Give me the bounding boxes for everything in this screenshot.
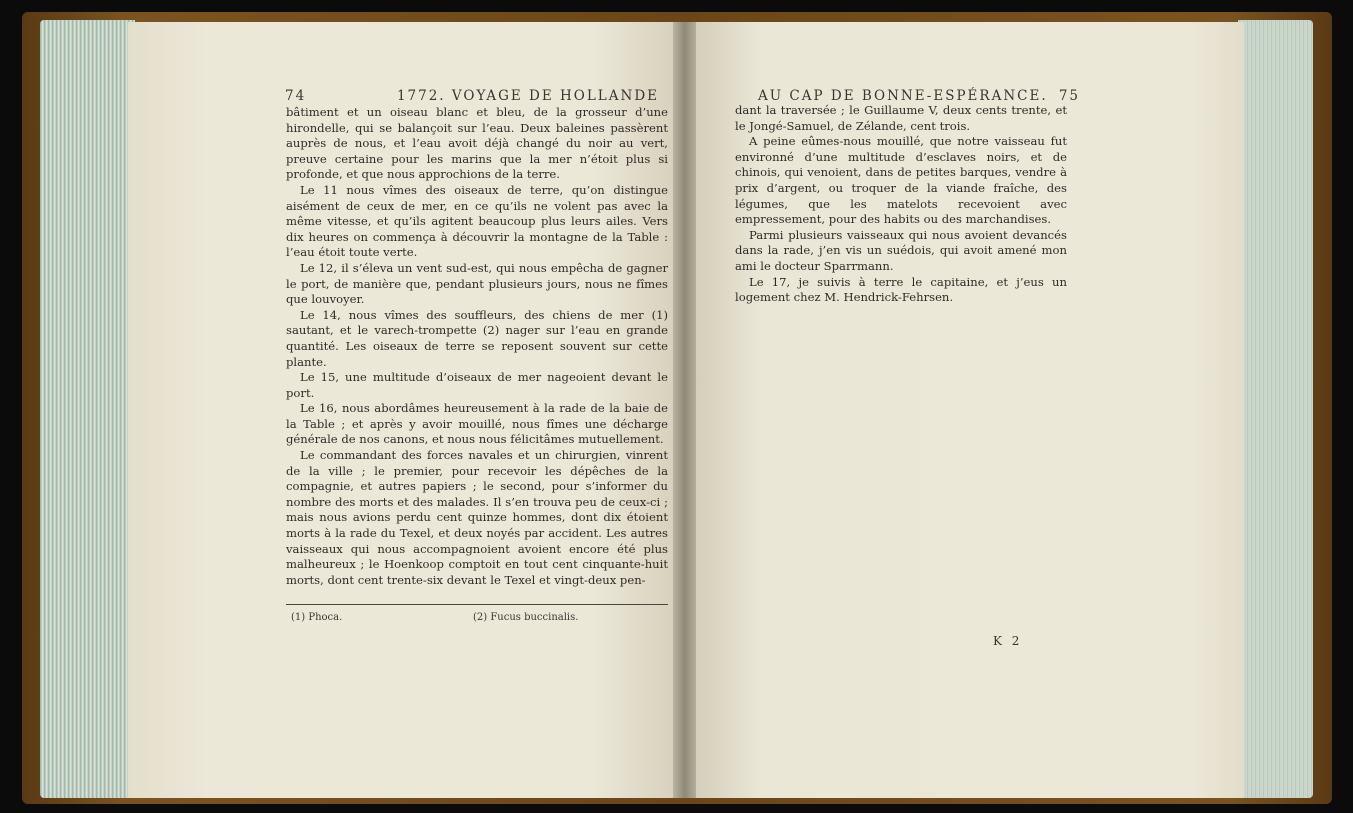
- right-page-body: [735, 103, 1067, 306]
- left-paragraph: bâtiment et un oiseau blanc et bleu, de la grosseur d’une hirondelle, qui se balançoit sur l’eau. Deux baleines passèrent auprès de nous, et l’eau avoit déjà changé du noir au vert, preuve certaine pour les marins que la mer n’étoit plus si profonde, et que nous approchions de la terre.: [286, 105, 668, 182]
- left-paragraph: Le commandant des forces navales et un chirurgien, vinrent de la ville ; le premier, pour recevoir les dépêches de la compagnie, et autres papiers ; le second, pour s’informer du nombre des morts et des malades. Il s’en trouva peu de ceux-ci ; mais nous avions perdu cent quinze hommes, dont dix étoient morts à la rade du Texel, et deux noyés par accident. Les autres vaisseaux qui nous accompagnoient avoient encore été plus malheureux ; le Hoenkoop comptoit en tout cent cinquante-huit morts, dont cent trente-six devant le Texel et vingt-deux pen-: [286, 448, 668, 587]
- signature-mark: K 2: [993, 634, 1023, 648]
- right-paragraph: Le 17, je suivis à terre le capitaine, et j’eus un logement chez M. Hendrick-Fehrsen.: [735, 274, 1067, 305]
- left-paragraph: Le 12, il s’éleva un vent sud-est, qui nous empêcha de gagner le port, de manière que, pendant plusieurs jours, nous ne fîmes que louvoyer.: [286, 260, 668, 307]
- left-paragraph: Le 15, une multitude d’oiseaux de mer nageoient devant le port.: [286, 370, 668, 400]
- right-page-edges: [1238, 20, 1313, 798]
- left-paragraph: Le 16, nous abordâmes heureusement à la rade de la baie de la Table ; et après y avoir mouillé, nous fîmes une décharge générale de nos canons, et nous nous félicitâmes mutuellement.: [286, 401, 668, 447]
- left-page-edges: [40, 20, 135, 798]
- right-paragraph: Parmi plusieurs vaisseaux qui nous avoient devancés dans la rade, j’en vis un suédois, qui avoit amené mon ami le docteur Sparrmann.: [735, 227, 1067, 273]
- left-page-body: [286, 105, 668, 588]
- book-gutter: [673, 22, 696, 798]
- footnote-2: (2) Fucus buccinalis.: [473, 612, 579, 623]
- right-page-header: [758, 88, 1080, 104]
- left-paragraph: Le 11 nous vîmes des oiseaux de terre, qu’on distingue aisément de ceux de mer, en ce qu’ils ne volent pas avec la même vitesse, et qu’ils agitent beaucoup plus leurs ailes. Vers dix heures on commença à découvrir la montagne de la Table : l’eau étoit toute verte.: [286, 182, 668, 260]
- right-paragraph: dant la traversée ; le Guillaume V, deux cents trente, et le Jongé-Samuel, de Zélande, cent trois.: [735, 103, 1067, 133]
- right-page-number: 75: [1058, 88, 1080, 104]
- left-paragraph: Le 14, nous vîmes des souffleurs, des chiens de mer (1) sautant, et le varech-trompette (2) nager sur l’eau en grande quantité. Les oiseaux de terre se reposent souvent sur cette plante.: [286, 307, 668, 369]
- left-page-number: 74: [285, 88, 307, 104]
- footnote-1: (1) Phoca.: [291, 612, 343, 623]
- left-running-head: 1772. VOYAGE DE HOLLANDE: [396, 88, 659, 104]
- right-running-head: AU CAP DE BONNE-ESPÉRANCE.: [758, 88, 1048, 104]
- footnote-rule: [286, 604, 668, 605]
- left-page-header: [285, 88, 659, 104]
- right-paragraph: A peine eûmes-nous mouillé, que notre vaisseau fut environné d’une multitude d’esclaves noirs, et de chinois, qui venoient, dans de petites barques, vendre à prix d’argent, ou troquer de la viande fraîche, des légumes, que les matelots recevoient avec empressement, pour des habits ou des marchandises.: [735, 134, 1067, 227]
